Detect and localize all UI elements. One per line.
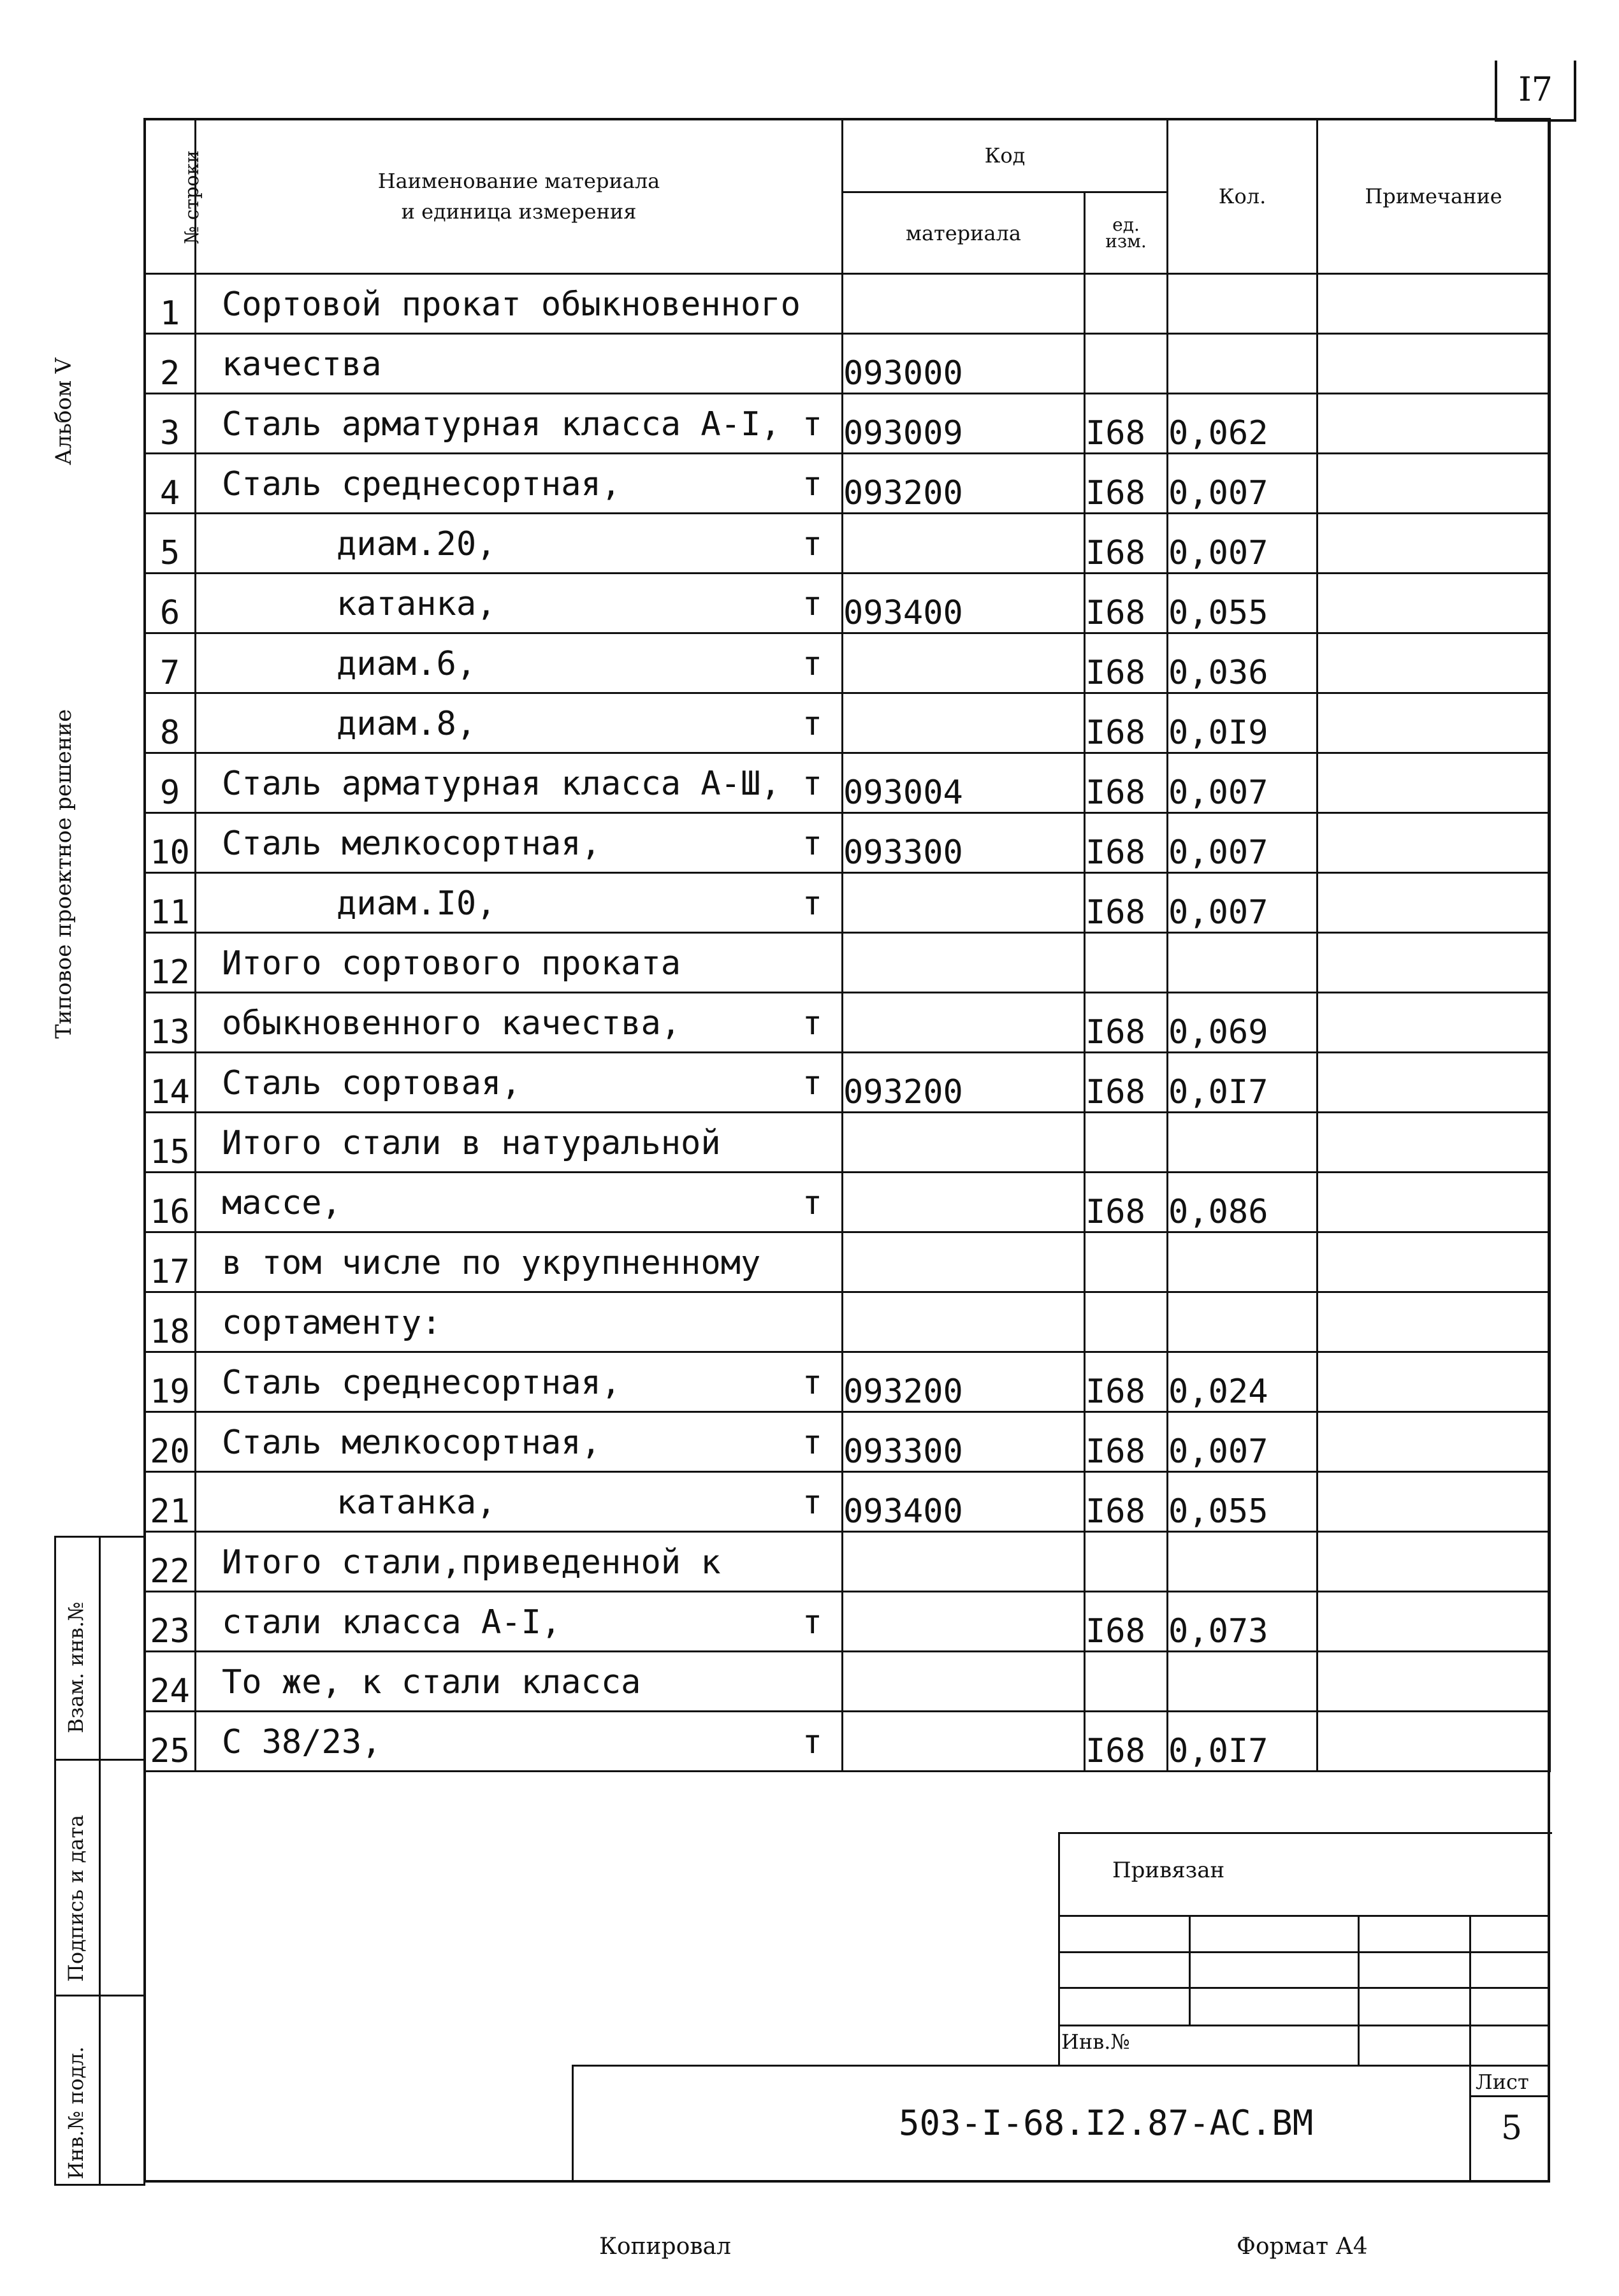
material-unit: т	[802, 1184, 822, 1222]
material-name-cell	[196, 1173, 843, 1232]
header-code: Код	[843, 119, 1168, 192]
row-number: 15	[145, 1113, 196, 1173]
material-code	[843, 514, 1085, 574]
uom-code: I68	[1085, 753, 1168, 813]
material-code	[843, 633, 1085, 693]
note	[1318, 1292, 1550, 1352]
uom-code: I68	[1085, 633, 1168, 693]
material-code: 093000	[843, 334, 1085, 394]
material-name-cell	[196, 1712, 843, 1772]
material-name: катанка,	[337, 1484, 497, 1522]
quantity	[1168, 933, 1318, 993]
row-number: 24	[145, 1652, 196, 1712]
privyazan-label: Привязан	[1112, 1858, 1225, 1883]
note	[1318, 1232, 1550, 1292]
header-name: Наименование материала и единица измерения	[196, 119, 843, 274]
material-name-cell	[196, 633, 843, 693]
material-name-cell	[196, 993, 843, 1053]
quantity: 0,007	[1168, 454, 1318, 514]
note	[1318, 693, 1550, 753]
material-name-cell	[196, 514, 843, 574]
table-row	[145, 1652, 1550, 1712]
material-code: 093004	[843, 753, 1085, 813]
quantity: 0,055	[1168, 1472, 1318, 1532]
material-code	[843, 993, 1085, 1053]
material-name: С 38/23,	[222, 1723, 382, 1761]
material-unit: т	[802, 405, 822, 444]
quantity	[1168, 334, 1318, 394]
note	[1318, 1712, 1550, 1772]
uom-code	[1085, 1652, 1168, 1712]
table-row	[145, 1472, 1550, 1532]
row-number: 2	[145, 334, 196, 394]
row-number: 5	[145, 514, 196, 574]
sheet-number: 5	[1501, 2109, 1523, 2148]
table-row	[145, 1053, 1550, 1113]
material-name-cell	[196, 813, 843, 873]
inv-no-label: Инв.№	[1061, 2030, 1130, 2054]
material-unit: т	[802, 1603, 822, 1642]
material-name: в том числе по укрупненному	[222, 1244, 761, 1282]
note	[1318, 813, 1550, 873]
quantity	[1168, 1532, 1318, 1592]
material-name: Сталь среднесортная,	[222, 1364, 621, 1402]
table-row	[145, 1712, 1550, 1772]
material-code: 093300	[843, 1412, 1085, 1472]
quantity: 0,007	[1168, 873, 1318, 933]
note	[1318, 1173, 1550, 1232]
uom-code	[1085, 1532, 1168, 1592]
note	[1318, 993, 1550, 1053]
table-row	[145, 334, 1550, 394]
table-row	[145, 1592, 1550, 1652]
title-block-divider	[1469, 1915, 1471, 2065]
material-name: То же, к стали класса	[222, 1663, 641, 1701]
material-name-cell	[196, 1412, 843, 1472]
row-number: 16	[145, 1173, 196, 1232]
table-row	[145, 574, 1550, 633]
row-number: 20	[145, 1412, 196, 1472]
quantity: 0,086	[1168, 1173, 1318, 1232]
material-name: Итого стали в натуральной	[222, 1124, 721, 1162]
material-name-cell	[196, 454, 843, 514]
row-number: 21	[145, 1472, 196, 1532]
table-row	[145, 753, 1550, 813]
quantity: 0,024	[1168, 1352, 1318, 1412]
uom-code: I68	[1085, 1712, 1168, 1772]
quantity	[1168, 1113, 1318, 1173]
quantity: 0,007	[1168, 753, 1318, 813]
material-name: качества	[222, 345, 382, 384]
note	[1318, 933, 1550, 993]
material-unit: т	[802, 1424, 822, 1462]
material-unit: т	[802, 884, 822, 923]
uom-code: I68	[1085, 1472, 1168, 1532]
uom-code: I68	[1085, 1592, 1168, 1652]
note	[1318, 334, 1550, 394]
quantity: 0,0I9	[1168, 693, 1318, 753]
material-name-cell	[196, 274, 843, 334]
table-row	[145, 1532, 1550, 1592]
uom-code: I68	[1085, 574, 1168, 633]
album-label: Альбом V	[51, 357, 76, 465]
uom-code: I68	[1085, 454, 1168, 514]
sheet-label-line	[1469, 2095, 1550, 2097]
table-row	[145, 514, 1550, 574]
uom-code: I68	[1085, 394, 1168, 454]
material-unit: т	[802, 525, 822, 563]
table-row	[145, 873, 1550, 933]
quantity	[1168, 274, 1318, 334]
table-row	[145, 1232, 1550, 1292]
note	[1318, 1113, 1550, 1173]
uom-code: I68	[1085, 1412, 1168, 1472]
quantity	[1168, 1232, 1318, 1292]
uom-code: I68	[1085, 873, 1168, 933]
material-code	[843, 1232, 1085, 1292]
uom-code	[1085, 1232, 1168, 1292]
row-number: 22	[145, 1532, 196, 1592]
note	[1318, 873, 1550, 933]
material-name: Сталь среднесортная,	[222, 465, 621, 503]
material-name: обыкновенного качества,	[222, 1004, 681, 1043]
material-name-cell	[196, 1232, 843, 1292]
stamp-podpis-data: Подпись и дата	[64, 1814, 88, 1982]
uom-code	[1085, 1292, 1168, 1352]
uom-code: I68	[1085, 1173, 1168, 1232]
material-name-cell	[196, 1292, 843, 1352]
material-unit: т	[802, 825, 822, 863]
material-unit: т	[802, 765, 822, 803]
row-number: 6	[145, 574, 196, 633]
material-code	[843, 1173, 1085, 1232]
quantity: 0,007	[1168, 1412, 1318, 1472]
note	[1318, 1352, 1550, 1412]
material-code: 093300	[843, 813, 1085, 873]
material-name: стали класса А-I,	[222, 1603, 562, 1642]
material-unit: т	[802, 1064, 822, 1102]
material-name: Сталь мелкосортная,	[222, 1424, 601, 1462]
uom-code: I68	[1085, 993, 1168, 1053]
material-code: 093400	[843, 1472, 1085, 1532]
material-name-cell	[196, 1592, 843, 1652]
table-row	[145, 1113, 1550, 1173]
table-row	[145, 693, 1550, 753]
material-name: диам.6,	[337, 645, 477, 683]
material-unit: т	[802, 1004, 822, 1043]
page-number: I7	[1495, 61, 1576, 122]
format-label: Формат А4	[1237, 2234, 1368, 2260]
material-name-cell	[196, 394, 843, 454]
note	[1318, 574, 1550, 633]
material-unit: т	[802, 1364, 822, 1402]
material-name-cell	[196, 933, 843, 993]
header-qty: Кол.	[1168, 119, 1318, 274]
row-number: 13	[145, 993, 196, 1053]
table-row	[145, 1292, 1550, 1352]
quantity: 0,062	[1168, 394, 1318, 454]
title-block-line	[1058, 1987, 1550, 1989]
material-name: Сталь сортовая,	[222, 1064, 521, 1102]
title-block-line	[1058, 1915, 1550, 1917]
uom-code: I68	[1085, 1352, 1168, 1412]
uom-code: I68	[1085, 1053, 1168, 1113]
material-code	[843, 933, 1085, 993]
material-name-cell	[196, 693, 843, 753]
title-block-line	[1058, 2025, 1550, 2026]
table-row	[145, 454, 1550, 514]
uom-code: I68	[1085, 813, 1168, 873]
row-number: 8	[145, 693, 196, 753]
row-number: 18	[145, 1292, 196, 1352]
uom-code: I68	[1085, 693, 1168, 753]
material-unit: т	[802, 705, 822, 743]
table-row	[145, 633, 1550, 693]
doc-code: 503-I-68.I2.87-АС.ВМ	[899, 2103, 1314, 2143]
material-name-cell	[196, 753, 843, 813]
stamp-divider-vertical	[99, 1536, 101, 2186]
header-row-number: № строки	[145, 119, 196, 274]
table-row	[145, 813, 1550, 873]
note	[1318, 514, 1550, 574]
material-code: 093200	[843, 1352, 1085, 1412]
header-material: материала	[843, 192, 1085, 274]
note	[1318, 1652, 1550, 1712]
material-name: Итого стали,приведенной к	[222, 1543, 721, 1582]
material-code	[843, 1113, 1085, 1173]
note	[1318, 633, 1550, 693]
row-number: 23	[145, 1592, 196, 1652]
sheet-divider	[1469, 2065, 1471, 2183]
quantity: 0,055	[1168, 574, 1318, 633]
material-name: Сортовой прокат обыкновенного	[222, 285, 801, 324]
note	[1318, 1053, 1550, 1113]
note	[1318, 394, 1550, 454]
material-code: 093200	[843, 1053, 1085, 1113]
material-name: диам.I0,	[337, 884, 497, 923]
material-name-cell	[196, 1113, 843, 1173]
quantity	[1168, 1652, 1318, 1712]
row-number: 7	[145, 633, 196, 693]
material-code	[843, 1652, 1085, 1712]
material-code: 093200	[843, 454, 1085, 514]
material-name-cell	[196, 1352, 843, 1412]
material-code	[843, 1592, 1085, 1652]
material-name: сортаменту:	[222, 1304, 442, 1342]
material-code	[843, 274, 1085, 334]
note	[1318, 1412, 1550, 1472]
header-uom: ед. изм.	[1085, 192, 1168, 274]
material-unit: т	[802, 465, 822, 503]
quantity: 0,069	[1168, 993, 1318, 1053]
table-row	[145, 394, 1550, 454]
row-number: 12	[145, 933, 196, 993]
row-number: 11	[145, 873, 196, 933]
row-number: 14	[145, 1053, 196, 1113]
material-unit: т	[802, 585, 822, 623]
row-number: 10	[145, 813, 196, 873]
material-name-cell	[196, 1053, 843, 1113]
table-row	[145, 933, 1550, 993]
title-block-divider	[1358, 1915, 1360, 2065]
row-number: 4	[145, 454, 196, 514]
material-code: 093400	[843, 574, 1085, 633]
uom-code	[1085, 933, 1168, 993]
material-unit: т	[802, 1484, 822, 1522]
material-name: катанка,	[337, 585, 497, 623]
note	[1318, 1532, 1550, 1592]
note	[1318, 1472, 1550, 1532]
material-code	[843, 1292, 1085, 1352]
note	[1318, 1592, 1550, 1652]
material-name: диам.20,	[337, 525, 497, 563]
header-note: Примечание	[1318, 119, 1550, 274]
material-unit: т	[802, 1723, 822, 1761]
series-label: Типовое проектное решение	[51, 709, 76, 1039]
material-name: Сталь арматурная класса А-I,	[222, 405, 781, 444]
material-code	[843, 1532, 1085, 1592]
material-name-cell	[196, 1652, 843, 1712]
material-name: Сталь мелкосортная,	[222, 825, 601, 863]
quantity	[1168, 1292, 1318, 1352]
stamp-vzam-inv: Взам. инв.№	[64, 1601, 88, 1733]
title-block-line	[1058, 1951, 1550, 1953]
row-number: 19	[145, 1352, 196, 1412]
quantity: 0,0I7	[1168, 1712, 1318, 1772]
table-row	[145, 1352, 1550, 1412]
material-name: Итого сортового проката	[222, 944, 681, 983]
material-name-cell	[196, 334, 843, 394]
quantity: 0,073	[1168, 1592, 1318, 1652]
title-block-divider	[1189, 1915, 1191, 2025]
material-name-cell	[196, 873, 843, 933]
table-row	[145, 274, 1550, 334]
material-name: диам.8,	[337, 705, 477, 743]
row-number: 25	[145, 1712, 196, 1772]
materials-table	[143, 118, 1551, 1772]
material-code	[843, 1712, 1085, 1772]
material-name: массе,	[222, 1184, 342, 1222]
row-number: 9	[145, 753, 196, 813]
uom-code: I68	[1085, 514, 1168, 574]
stamp-inv-podl: Инв.№ подл.	[64, 2046, 88, 2179]
material-name: Сталь арматурная класса А-Ш,	[222, 765, 781, 803]
note	[1318, 753, 1550, 813]
quantity: 0,007	[1168, 514, 1318, 574]
note	[1318, 454, 1550, 514]
material-unit: т	[802, 645, 822, 683]
quantity: 0,0I7	[1168, 1053, 1318, 1113]
quantity: 0,036	[1168, 633, 1318, 693]
note	[1318, 274, 1550, 334]
table-row	[145, 993, 1550, 1053]
table-row	[145, 1173, 1550, 1232]
material-code	[843, 873, 1085, 933]
table-row	[145, 1412, 1550, 1472]
sheet-label: Лист	[1476, 2070, 1529, 2094]
material-code	[843, 693, 1085, 753]
quantity: 0,007	[1168, 813, 1318, 873]
uom-code	[1085, 1113, 1168, 1173]
material-name-cell	[196, 574, 843, 633]
copied-by-label: Копировал	[599, 2234, 731, 2260]
row-number: 3	[145, 394, 196, 454]
uom-code	[1085, 274, 1168, 334]
uom-code	[1085, 334, 1168, 394]
material-name-cell	[196, 1532, 843, 1592]
row-number: 17	[145, 1232, 196, 1292]
material-name-cell	[196, 1472, 843, 1532]
row-number: 1	[145, 274, 196, 334]
material-code: 093009	[843, 394, 1085, 454]
